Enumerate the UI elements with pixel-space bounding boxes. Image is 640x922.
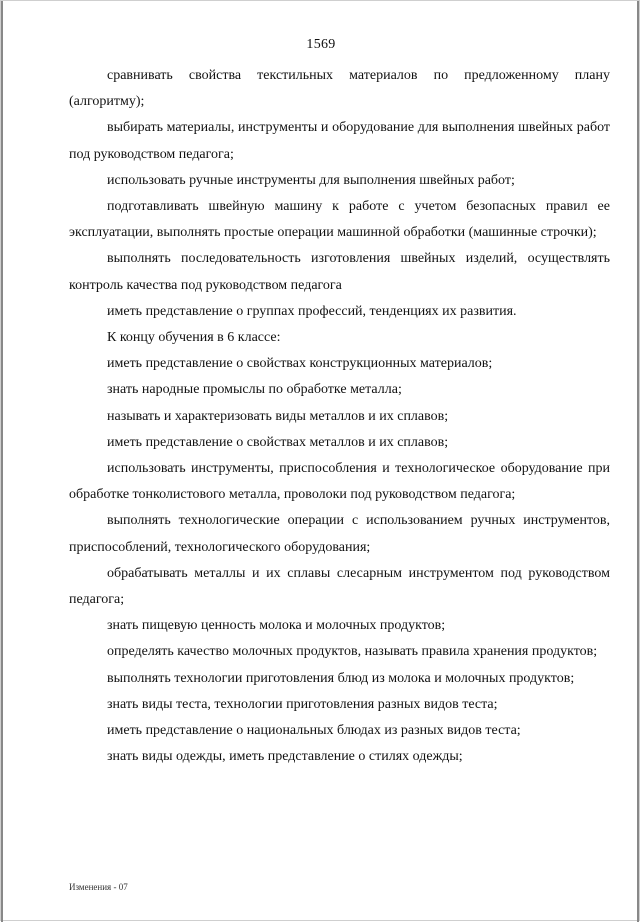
paragraph: знать виды теста, технологии приготовления разных видов теста; — [107, 696, 498, 712]
paragraph: выполнять технологические операции с использованием ручных инструментов, приспособлений, технологического оборудования; — [69, 513, 610, 555]
paragraph: обрабатывать металлы и их сплавы слесарным инструментом под руководством педагога; — [69, 565, 610, 608]
footer-note: Изменения - 07 — [69, 882, 128, 892]
paragraph: использовать инструменты, приспособления и технологическое оборудование при обработке тонколистового металла, проволоки под руководством педагога; — [69, 461, 610, 503]
paragraph: знать виды одежды, иметь представление о стилях одежды; — [107, 749, 463, 765]
paragraph: знать народные промыслы по обработке металла; — [107, 382, 402, 398]
paragraph: выполнять технологии приготовления блюд из молока и молочных продуктов; — [107, 670, 575, 686]
paragraph: использовать ручные инструменты для выполнения швейных работ; — [107, 172, 515, 188]
paragraph: определять качество молочных продуктов, называть правила хранения продуктов; — [107, 644, 598, 660]
paragraph: К концу обучения в 6 классе: — [107, 330, 281, 346]
paragraph: выполнять последовательность изготовления швейных изделий, осуществлять контроль качества под руководством педагога — [69, 251, 610, 293]
paragraph: сравнивать свойства текстильных материалов по предложенному плану (алгоритму); — [69, 68, 610, 110]
body-text — [69, 63, 610, 770]
paragraph: знать пищевую ценность молока и молочных продуктов; — [107, 618, 446, 634]
paragraph: иметь представление о национальных блюдах из разных видов теста; — [107, 723, 521, 739]
scan-edge-right — [637, 1, 639, 922]
paragraph: называть и характеризовать виды металлов и их сплавов; — [107, 408, 449, 424]
scan-edge-left — [1, 1, 3, 922]
page-number: 1569 — [306, 37, 336, 52]
paragraph: иметь представление о свойствах конструкционных материалов; — [107, 356, 493, 372]
paragraph: иметь представление о свойствах металлов и их сплавов; — [107, 434, 449, 450]
paragraph: иметь представление о группах профессий, тенденциях их развития. — [107, 303, 517, 319]
paragraph: выбирать материалы, инструменты и оборудование для выполнения швейных работ под руководством педагога; — [69, 120, 610, 162]
paragraph: подготавливать швейную машину к работе с учетом безопасных правил ее эксплуатации, выполнять простые операции машинной обработки (машинные строчки); — [69, 199, 610, 241]
